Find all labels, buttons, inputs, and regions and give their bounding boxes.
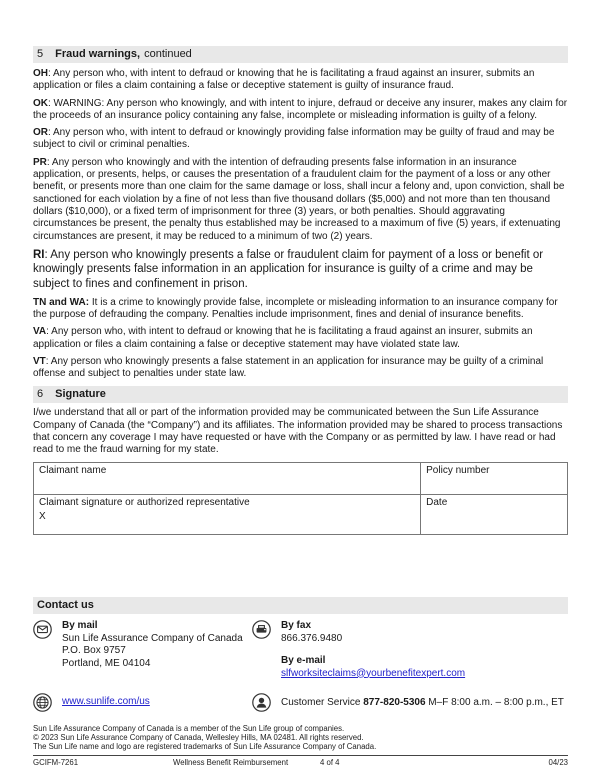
warning-text: : Any person who, with intent to defraud or knowingly providing false information may be guilty of fraud and may be subject to civil or criminal penalties. — [33, 127, 555, 151]
customer-service-label: Customer Service — [281, 697, 364, 708]
main-content — [33, 46, 568, 535]
state-label: OK — [33, 97, 48, 109]
contact-by-mail — [33, 620, 252, 680]
mail-address-line: Portland, ME 04104 — [62, 657, 151, 669]
contact-and-footer — [33, 597, 568, 770]
section-header-signature — [33, 386, 568, 403]
form-code: GCIFM-7261 — [33, 757, 79, 767]
state-label: OR — [33, 127, 48, 139]
document-title: Wellness Benefit Reimbursement — [173, 757, 289, 767]
person-icon — [252, 693, 271, 712]
by-fax-heading: By fax — [281, 620, 312, 631]
claimant-name-field[interactable] — [34, 462, 421, 494]
state-label: VA — [33, 326, 47, 338]
section-title-suffix: continued — [144, 48, 192, 60]
contact-by-fax-email — [252, 620, 568, 680]
date-label: Date — [426, 496, 448, 508]
state-label: RI — [33, 248, 45, 261]
section-header-contact-us — [33, 597, 568, 614]
signature-table — [33, 462, 568, 535]
fraud-warning-or — [33, 127, 568, 152]
contact-customer-service — [252, 693, 568, 712]
envelope-icon — [33, 620, 52, 639]
mail-address-line: Sun Life Assurance Company of Canada — [62, 632, 243, 644]
claimant-signature-field[interactable] — [34, 494, 421, 534]
fax-machine-icon — [252, 620, 271, 639]
state-label: PR — [33, 156, 47, 168]
policy-number-label: Policy number — [426, 464, 490, 476]
fraud-warning-ok — [33, 98, 568, 123]
fraud-warning-ri — [33, 248, 568, 292]
legal-line: © 2023 Sun Life Assurance Company of Canada, Wellesley Hills, MA 02481. All rights reserved. — [33, 733, 364, 743]
warning-text: : Any person who knowingly presents a false or fraudulent claim for payment of a loss or benefit or knowingly presents false information in an application for insurance is guilty of a crime and may be subject to fines and confinement in prison. — [33, 248, 544, 291]
fraud-warning-va — [33, 326, 568, 351]
table-row-signature-date — [34, 494, 568, 534]
section-number: 6 — [37, 388, 44, 401]
globe-icon — [33, 693, 52, 712]
legal-line: The Sun Life name and logo are registered trademarks of Sun Life Assurance Company of Canada. — [33, 742, 377, 752]
signature-x-mark: X — [39, 510, 46, 522]
warning-text: It is a crime to knowingly provide false, incomplete or misleading information to an insurance company for the purpose of defrauding the company. Penalties include imprisonment, fines and denial of insurance benefits. — [33, 296, 558, 320]
date-field[interactable] — [421, 494, 568, 534]
warning-text: : WARNING: Any person who knowingly, and with intent to injure, defraud or deceive any insurer, makes any claim for the proceeds of an insurance policy containing any false, incomplete or misleading information is guilty of a felony. — [33, 97, 568, 121]
legal-line: Sun Life Assurance Company of Canada is a member of the Sun Life group of companies. — [33, 724, 345, 733]
contact-website — [33, 693, 252, 712]
warning-text: : Any person who knowingly and with the intention of defrauding presents false information in an insurance application, or presents, helps, or causes the presentation of a fraudulent claim for the payment of a loss or any other benefit, or presents more than one claim for the same damage or loss, shall incur a felony and, upon conviction, shall be sanctioned for each violation by a fine of not less than five thousand dollars ($5,000) and not more than ten thousand dollars ($10,000), or a fixed term of imprisonment for three (3) years, or both penalties. Should aggravating circumstances be present, the penalty thus established may be increased to a maximum of five (5) years, if extenuating circumstances are present, it may be reduced to a minimum of two (2) years. — [33, 156, 565, 242]
email-link[interactable]: slfworksiteclaims@yourbenefitexpert.com — [281, 667, 466, 679]
revision-date: 04/23 — [548, 757, 568, 767]
legal-text — [33, 724, 568, 752]
fraud-warning-tn-wa — [33, 297, 568, 322]
signature-statement: I/we understand that all or part of the information provided may be communicated between the Sun Life Assurance Company of Canada (the “Company”) and its affiliates. The information provided may be shared to process transactions that concern any coverage I may have requested or have with the Company or as permitted by law. I have read or had read to me the fraud warning for my state. — [33, 407, 563, 456]
contact-grid — [33, 620, 568, 680]
fraud-warning-vt — [33, 356, 568, 381]
by-email-heading: By e-mail — [281, 655, 326, 666]
section-title: Fraud warnings, — [55, 48, 141, 60]
state-label: TN and WA: — [33, 296, 90, 308]
fax-number: 866.376.9480 — [281, 632, 343, 644]
fraud-warning-pr — [33, 157, 568, 243]
state-label: OH — [33, 68, 48, 79]
section-number: 5 — [37, 48, 44, 60]
customer-service-phone: 877-820-5306 — [363, 697, 426, 708]
contact-title: Contact us — [37, 599, 94, 611]
state-label: VT — [33, 355, 46, 367]
signature-label: Claimant signature or authorized representative — [39, 496, 250, 508]
website-link[interactable]: www.sunlife.com/us — [62, 696, 150, 708]
footer-row — [33, 758, 568, 770]
contact-grid-row2 — [33, 693, 568, 712]
section-header-fraud-warnings — [33, 46, 568, 63]
warning-text: : Any person who knowingly presents a false statement in an application for insurance may be guilty of a criminal offense and subject to penalties under state law. — [33, 355, 544, 380]
page-indicator: 4 of 4 — [320, 757, 340, 767]
warning-text: : Any person who, with intent to defraud or knowing that he is facilitating a fraud against an insurer, submits an application or files a claim containing a false or deceptive statement is guilty of insurance fraud. — [33, 68, 535, 92]
table-row-claimant-policy — [34, 462, 568, 494]
warning-text: : Any person who, with intent to defraud or knowing that he is facilitating a fraud against an insurer, submits an application or files a claim containing a false or deceptive statement may have violated state law. — [33, 326, 533, 350]
footer-divider — [33, 755, 568, 756]
mail-address-line: P.O. Box 9757 — [62, 645, 126, 656]
claimant-name-label: Claimant name — [39, 464, 107, 476]
section-title: Signature — [55, 388, 106, 401]
by-mail-heading: By mail — [62, 620, 98, 631]
customer-service-hours: M–F 8:00 a.m. – 8:00 p.m., ET — [425, 697, 564, 708]
policy-number-field[interactable] — [421, 462, 568, 494]
fraud-warning-oh — [33, 68, 568, 93]
